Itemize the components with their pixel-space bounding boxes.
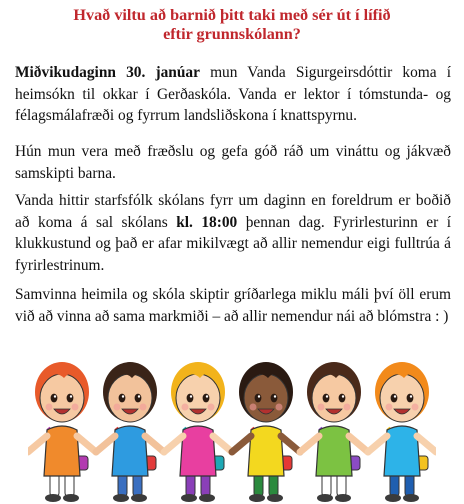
paragraph-intro <box>15 62 451 127</box>
cooperation-text: Samvinna heimila og skóla skiptir gríðarlega miklu máli því öll erum við að vinna að sama markmiði – að allir nemendur nái að blómstra : ) <box>15 286 451 325</box>
schedule-text-before: Vanda hittir starfsfólk skólans fyrr um daginn en foreldrum er boðið að koma á sal skólans <box>15 192 451 231</box>
child-figure <box>28 362 96 502</box>
flyer-title <box>0 6 464 44</box>
child-figure <box>164 362 232 502</box>
schedule-text-after: þennan dag. Fyrirlesturinn er í klukkustund og það er afar mikilvægt að allir nemendur eigi fulltrúa á fyrirlestrinum. <box>15 213 451 274</box>
children-illustration <box>28 352 436 504</box>
child-figure <box>300 362 368 502</box>
topic-text: Hún mun vera með fræðslu og gefa góð ráð um vináttu og jákvæð samskipti barna. <box>15 143 451 182</box>
paragraph-schedule <box>15 190 451 276</box>
child-figure <box>96 362 164 502</box>
child-figure <box>368 362 436 502</box>
event-time: kl. 18:00 <box>176 213 238 231</box>
paragraph-topic <box>15 141 451 184</box>
child-figure <box>232 362 300 502</box>
title-line-1: Hvað viltu að barnið þitt taki með sér út í lífið <box>73 6 391 24</box>
paragraph-cooperation <box>15 284 451 327</box>
title-line-2: eftir grunnskólann? <box>163 25 301 43</box>
date-lead: Miðvikudaginn 30. janúar <box>15 64 200 81</box>
intro-text: mun Vanda Sigurgeirsdóttir koma í heimsókn til okkar í Gerðaskóla. Vanda er lektor í tómstunda- og félagsmálafræði og fyrrum landsliðskona í knattspyrnu. <box>15 64 451 124</box>
